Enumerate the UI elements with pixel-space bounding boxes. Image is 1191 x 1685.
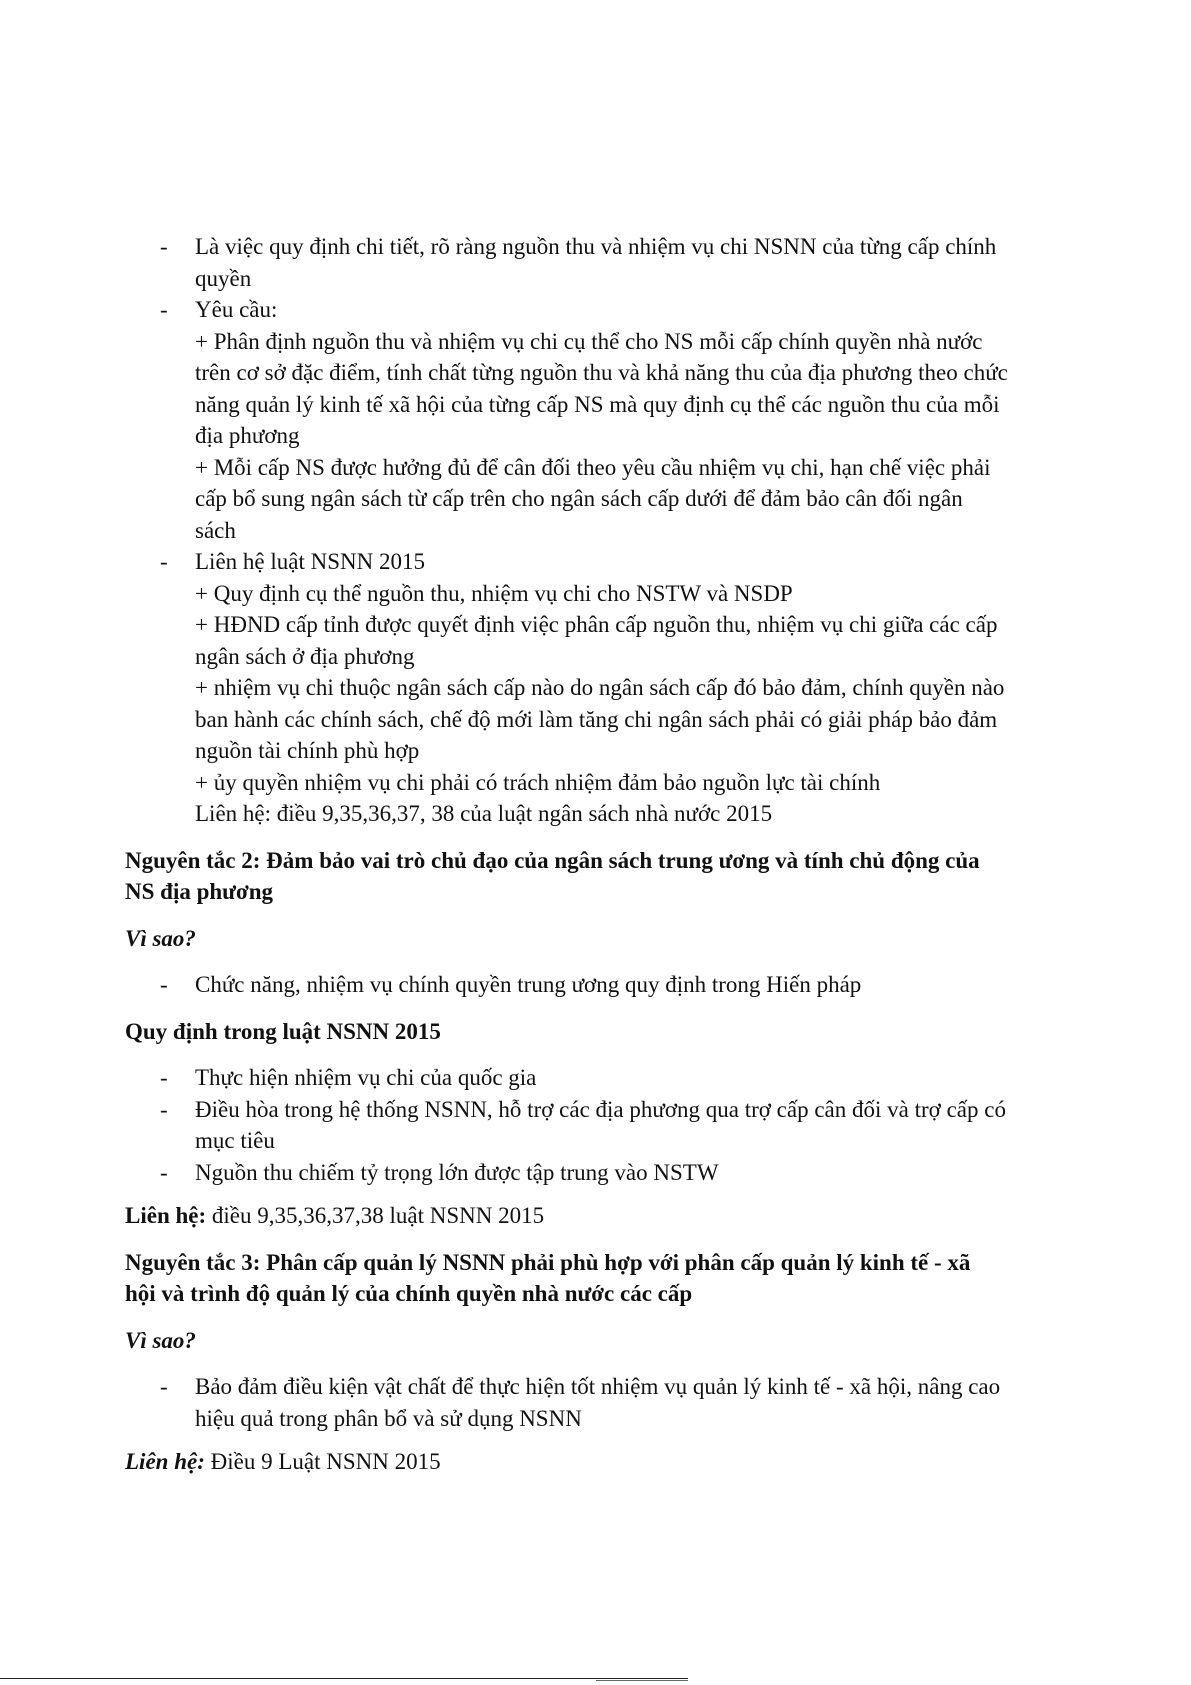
footer-rule-secondary bbox=[596, 1680, 688, 1681]
text-line: địa phương bbox=[195, 423, 300, 448]
footer-rule bbox=[0, 1678, 688, 1679]
list-marker: - bbox=[160, 972, 168, 997]
principle2-heading bbox=[125, 845, 1085, 908]
principle3-why-heading: Vì sao? bbox=[125, 1327, 196, 1353]
text-line: + Phân định nguồn thu và nhiệm vụ chi cụ thể cho NS mỗi cấp chính quyền nhà nước bbox=[195, 328, 983, 354]
heading-line: Nguyên tắc 3: Phân cấp quản lý NSNN phải phù hợp với phân cấp quản lý kinh tế - xã bbox=[125, 1249, 971, 1275]
text-line: nguồn tài chính phù hợp bbox=[195, 738, 420, 763]
heading-line: NS địa phương bbox=[125, 879, 273, 904]
list-item bbox=[125, 969, 1085, 1001]
reference-label: Liên hệ: bbox=[125, 1449, 205, 1474]
principle2-law-heading: Quy định trong luật NSNN 2015 bbox=[125, 1018, 441, 1044]
text-line: + Mỗi cấp NS được hưởng đủ để cân đối theo yêu cầu nhiệm vụ chi, hạn chế việc phải bbox=[195, 454, 991, 480]
text-line: Nguồn thu chiếm tỷ trọng lớn được tập trung vào NSTW bbox=[195, 1159, 719, 1185]
principle2-why-list bbox=[125, 969, 1085, 1001]
list-marker: - bbox=[160, 297, 168, 322]
text-line: hiệu quả trong phân bổ và sử dụng NSNN bbox=[195, 1405, 582, 1431]
principle3-heading bbox=[125, 1247, 1085, 1310]
reference-label: Liên hệ: bbox=[125, 1203, 207, 1228]
list-marker: - bbox=[160, 234, 168, 259]
section1-list bbox=[125, 231, 1085, 830]
text-line: + ủy quyền nhiệm vụ chi phải có trách nhiệm đảm bảo nguồn lực tài chính bbox=[195, 769, 881, 795]
list-marker: - bbox=[160, 1096, 168, 1122]
text-line: quyền bbox=[195, 265, 252, 291]
principle3-why-list bbox=[125, 1371, 1085, 1434]
text-line: + nhiệm vụ chi thuộc ngân sách cấp nào do ngân sách cấp đó bảo đảm, chính quyền nào bbox=[195, 675, 1005, 700]
text-line: + Quy định cụ thể nguồn thu, nhiệm vụ chi cho NSTW và NSDP bbox=[195, 580, 793, 606]
text-line: mục tiêu bbox=[195, 1128, 275, 1153]
principle2-why-heading: Vì sao? bbox=[125, 925, 196, 951]
principle2-law-list bbox=[125, 1062, 1085, 1188]
list-marker: - bbox=[160, 549, 168, 574]
list-item bbox=[125, 546, 1085, 830]
list-item bbox=[125, 1371, 1085, 1434]
list-marker: - bbox=[160, 1159, 168, 1185]
reference-text: điều 9,35,36,37,38 luật NSNN 2015 bbox=[206, 1203, 545, 1228]
list-item bbox=[125, 1094, 1085, 1157]
text-line: + HĐND cấp tỉnh được quyết định việc phân cấp nguồn thu, nhiệm vụ chi giữa các cấp bbox=[195, 612, 998, 637]
list-marker: - bbox=[160, 1065, 168, 1090]
text-line: sách bbox=[195, 517, 236, 543]
text-line: ban hành các chính sách, chế độ mới làm tăng chi ngân sách phải có giải pháp bảo đảm bbox=[195, 706, 998, 732]
heading-line: Nguyên tắc 2: Đảm bảo vai trò chủ đạo của ngân sách trung ương và tính chủ động của bbox=[125, 847, 980, 873]
list-item bbox=[125, 231, 1085, 294]
list-item bbox=[125, 1157, 1085, 1189]
text-line: cấp bổ sung ngân sách từ cấp trên cho ngân sách cấp dưới để đảm bảo cân đối ngân bbox=[195, 486, 963, 511]
text-line: Bảo đảm điều kiện vật chất để thực hiện tốt nhiệm vụ quản lý kinh tế - xã hội, nâng cao bbox=[195, 1374, 1001, 1399]
principle3-reference bbox=[125, 1446, 1085, 1478]
list-item bbox=[125, 1062, 1085, 1094]
list-marker: - bbox=[160, 1374, 168, 1399]
document-content bbox=[125, 231, 1085, 1492]
text-line: Liên hệ: điều 9,35,36,37, 38 của luật ngân sách nhà nước 2015 bbox=[195, 801, 773, 826]
principle2-reference bbox=[125, 1200, 1085, 1232]
heading-line: hội và trình độ quản lý của chính quyền nhà nước các cấp bbox=[125, 1281, 693, 1306]
text-line: Chức năng, nhiệm vụ chính quyền trung ương quy định trong Hiến pháp bbox=[195, 972, 862, 997]
text-line: Là việc quy định chi tiết, rõ ràng nguồn thu và nhiệm vụ chi NSNN của từng cấp chính bbox=[195, 234, 997, 259]
text-line: ngân sách ở địa phương bbox=[195, 643, 415, 669]
text-line: Điều hòa trong hệ thống NSNN, hỗ trợ các địa phương qua trợ cấp cân đối và trợ cấp có bbox=[195, 1096, 1006, 1122]
reference-text: Điều 9 Luật NSNN 2015 bbox=[204, 1449, 441, 1474]
text-line: Yêu cầu: bbox=[195, 297, 278, 322]
text-line: Liên hệ luật NSNN 2015 bbox=[195, 549, 425, 574]
list-item bbox=[125, 294, 1085, 546]
text-line: năng quản lý kinh tế xã hội của từng cấp NS mà quy định cụ thể các nguồn thu của mỗi bbox=[195, 391, 1000, 417]
text-line: trên cơ sở đặc điểm, tính chất từng nguồn thu và khả năng thu của địa phương theo chức bbox=[195, 360, 1008, 385]
text-line: Thực hiện nhiệm vụ chi của quốc gia bbox=[195, 1065, 537, 1090]
